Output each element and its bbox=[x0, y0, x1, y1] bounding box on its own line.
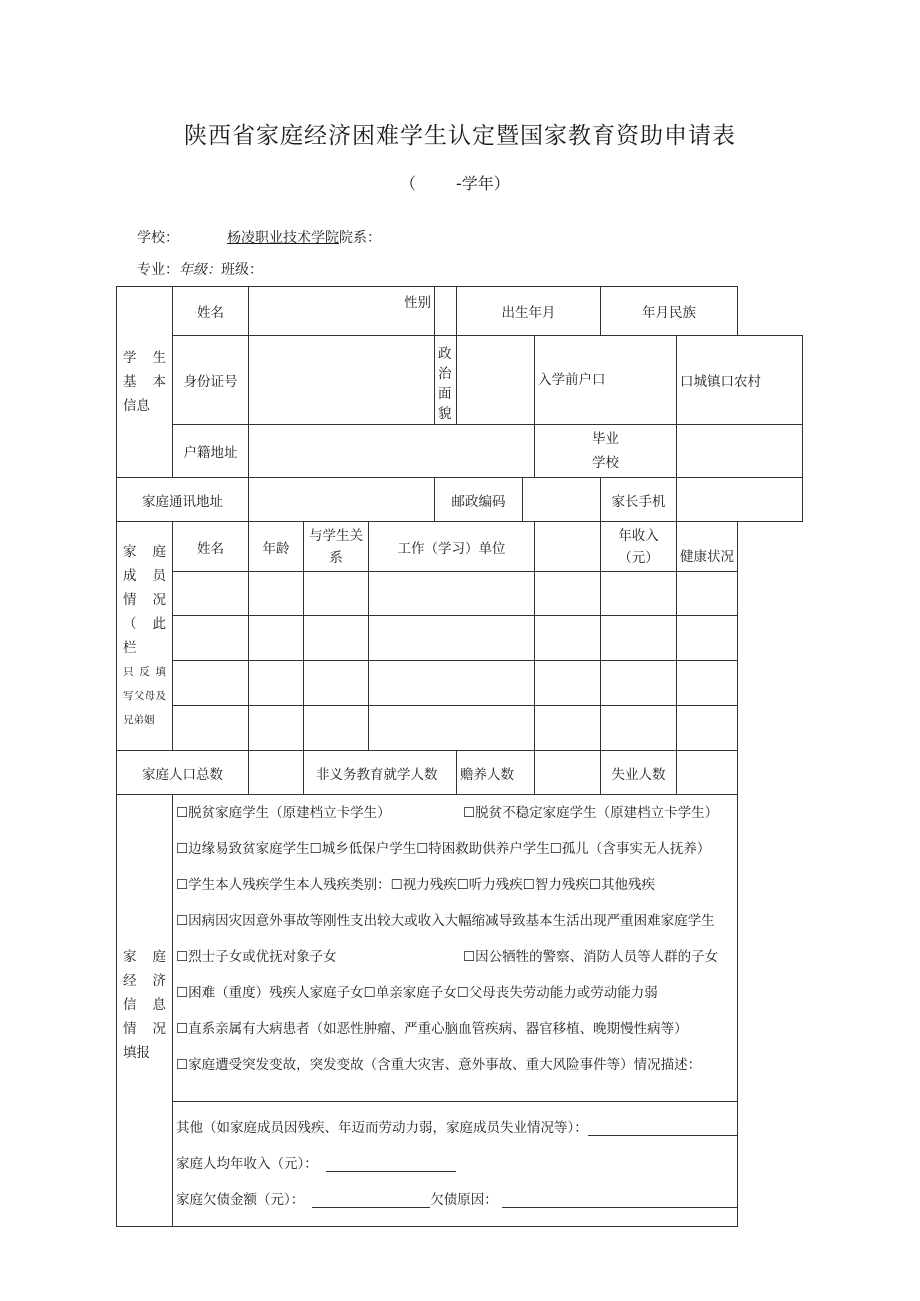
nation-label: 年月民族 bbox=[601, 287, 738, 336]
hukou-options[interactable]: 口城镇口农村 bbox=[677, 336, 803, 425]
dept-label: 院系： bbox=[339, 230, 381, 246]
checklist-row: ☐家庭遭受突发变故，突发变故（含重大灾害、意外事故、重大风险事件等）情况描述： bbox=[176, 1057, 702, 1073]
id-label: 身份证号 bbox=[173, 336, 249, 425]
unemployed-label: 失业人数 bbox=[601, 751, 677, 795]
id-value[interactable] bbox=[249, 336, 435, 425]
politics-value[interactable] bbox=[457, 336, 535, 425]
checklist-row: ☐直系亲属有大病患者（如恶性肿瘤、严重心脑血管疾病、器官移植、晚期慢性病等） bbox=[176, 1021, 688, 1037]
name-label: 姓名 bbox=[173, 287, 249, 336]
contact-address-value[interactable] bbox=[249, 478, 435, 522]
member-blank-header bbox=[535, 522, 601, 572]
school-line bbox=[137, 227, 381, 247]
per-capita-line: 家庭人均年收入（元）： bbox=[176, 1146, 734, 1182]
grade-label: 年级： bbox=[179, 262, 221, 278]
total-people-label: 家庭人口总数 bbox=[117, 751, 249, 795]
contact-address-label: 家庭通讯地址 bbox=[117, 478, 249, 522]
parent-phone-label: 家长手机 bbox=[601, 478, 677, 522]
checklist-row: ☐学生本人残疾学生本人残疾类别：☐视力残疾☐听力残疾☐智力残疾☐其他残疾 bbox=[176, 877, 656, 893]
family-member-row bbox=[117, 572, 803, 616]
checklist-row: ☐边缘易致贫家庭学生☐城乡低保户学生☐特困救助供养户学生☐孤儿（含事实无人抚养） bbox=[176, 841, 711, 857]
member-work-header: 工作（学习）单位 bbox=[369, 522, 535, 572]
family-member-row bbox=[117, 661, 803, 706]
grad-school-value[interactable] bbox=[677, 425, 803, 478]
family-member-row bbox=[117, 616, 803, 661]
other-input[interactable] bbox=[588, 1121, 738, 1136]
class-label: 班级： bbox=[221, 262, 263, 278]
non-compulsory-label: 非义务教育就学人数 bbox=[304, 751, 457, 795]
hukou-type-label: 入学前户口 bbox=[535, 336, 677, 425]
member-relation-header: 与学生关 系 bbox=[304, 522, 369, 572]
unemployed-value[interactable] bbox=[677, 751, 738, 795]
grad-school-label: 毕业 学校 bbox=[535, 425, 677, 478]
application-form bbox=[116, 286, 803, 1227]
checklist-row: ☐困难（重度）残疾人家庭子女☐单亲家庭子女☐父母丧失劳动能力或劳动能力弱 bbox=[176, 985, 658, 1001]
address-value[interactable] bbox=[249, 425, 535, 478]
basic-info-section-label: 学生 基本 信息 bbox=[117, 287, 173, 478]
debt-amount-input[interactable] bbox=[312, 1193, 430, 1208]
form-title: 陕西省家庭经济困难学生认定暨国家教育资助申请表 bbox=[184, 123, 736, 149]
dependents-value[interactable] bbox=[535, 751, 601, 795]
total-people-value[interactable] bbox=[249, 751, 304, 795]
dependents-label: 赡养人数 bbox=[457, 751, 535, 795]
member-name-header: 姓名 bbox=[173, 522, 249, 572]
address-label: 户籍地址 bbox=[173, 425, 249, 478]
major-label: 专业： bbox=[137, 262, 179, 278]
debt-reason-input[interactable] bbox=[502, 1193, 738, 1208]
parent-phone-value[interactable] bbox=[677, 478, 803, 522]
member-health-header: 健康状况 bbox=[677, 522, 738, 572]
economic-section-label: 家庭 经济 信息 情况 填报 bbox=[117, 795, 173, 1227]
school-year-text: -学年） bbox=[456, 174, 510, 193]
politics-label: 政治面貌 bbox=[435, 336, 457, 425]
checklist-row: ☐烈士子女或优抚对象子女 ☐因公牺牲的警察、消防人员等人群的子女 bbox=[176, 949, 719, 965]
checklist-row: ☐因病因灾因意外事故等刚性支出较大或收入大幅缩减导致基本生活出现严重困难家庭学生 bbox=[176, 913, 715, 929]
gender-value[interactable] bbox=[435, 287, 457, 336]
checklist-row: ☐脱贫家庭学生（原建档立卡学生） ☐脱贫不稳定家庭学生（原建档立卡学生） bbox=[176, 805, 719, 821]
school-label: 学校： bbox=[137, 230, 179, 246]
major-line bbox=[137, 259, 263, 279]
postcode-label: 邮政编码 bbox=[435, 478, 523, 522]
economic-checklist bbox=[173, 795, 738, 1102]
family-member-row bbox=[117, 706, 803, 751]
school-value: 杨凌职业技术学院 bbox=[227, 230, 339, 246]
school-year-open: （ bbox=[400, 174, 417, 193]
per-capita-input[interactable] bbox=[326, 1157, 456, 1172]
family-members-section-label: 家庭 成员 情况 （此 栏 只 反 填 写父母及 兄弟姻 bbox=[117, 522, 173, 751]
birth-label: 出生年月 bbox=[457, 287, 601, 336]
gender-label: 性别 bbox=[249, 287, 435, 336]
postcode-value[interactable] bbox=[523, 478, 601, 522]
economic-other bbox=[173, 1102, 738, 1227]
debt-line: 家庭欠债金额（元）： 欠债原因： bbox=[176, 1182, 734, 1218]
member-income-header: 年收入 （元） bbox=[601, 522, 677, 572]
member-age-header: 年龄 bbox=[249, 522, 304, 572]
other-line: 其他（如家庭成员因残疾、年迈而劳动力弱，家庭成员失业情况等）： bbox=[176, 1110, 734, 1146]
